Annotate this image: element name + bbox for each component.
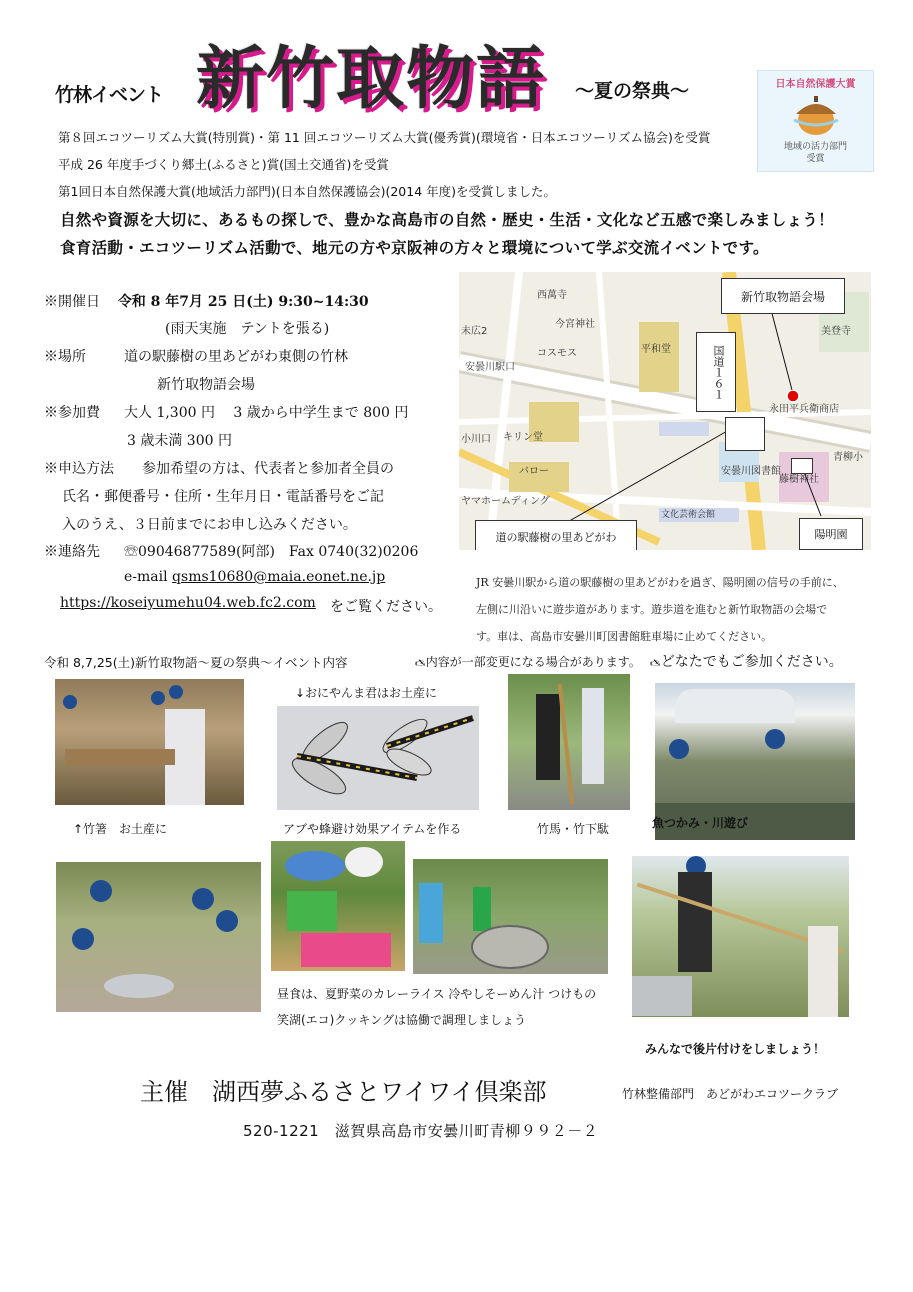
person (536, 694, 560, 780)
email-link[interactable]: qsms10680@maia.eonet.ne.jp (172, 569, 386, 585)
map-text: 永田平兵衛商店 (769, 404, 839, 415)
face-mask (151, 691, 165, 705)
child-shirt (287, 891, 337, 931)
apply-value: 参加希望の方は、代表者と参加者全員の (142, 461, 394, 477)
station-marker-box (725, 417, 765, 451)
date-note: (雨天実施 テントを張る) (165, 321, 330, 337)
lead-line: 食育活動・エコツーリズム活動で、地元の方や京阪神の方々と環境について学ぶ交流イベントです。 (60, 239, 769, 257)
photo-bamboo-stilts (508, 674, 630, 810)
program-welcome-text: どなたでもご参加ください。 (660, 654, 843, 670)
caption-insect-repellent: アブや蜂避け効果アイテムを作る (283, 822, 462, 836)
face-mask (63, 695, 77, 709)
caption-stilts: 竹馬・竹下駄 (537, 822, 610, 836)
award-badge (757, 70, 874, 172)
photo-vegetables (271, 841, 405, 971)
date-label: ※開催日 (44, 294, 100, 310)
contact-label: ※連絡先 (44, 544, 100, 560)
date-value: 令和 8 年7月 25 日(土) 9:30~14:30 (117, 294, 369, 310)
photo-bamboo-chopsticks (55, 679, 244, 805)
program-note-text: 内容が一部変更になる場合があります。 (425, 655, 641, 669)
program-note (415, 653, 641, 672)
dragonfly-icon (277, 706, 479, 810)
place-value: 道の駅藤樹の里あどがわ東側の竹林 (124, 349, 348, 365)
map-text: 未広2 (461, 326, 488, 337)
map-text: 美登寺 (821, 326, 851, 337)
caption-eco-cooking: 笑湖(エコ)クッキングは協働で調理しましょう (277, 1013, 527, 1027)
map-caption-line: JR 安曇川駅から道の駅藤樹の里あどがわを過ぎ、陽明園の信号の手前に、 (476, 576, 844, 589)
fee-label: ※参加費 (44, 405, 100, 421)
cutting-board (301, 933, 391, 967)
organizer-name: 主催 湖西夢ふるさとワイワイ倶楽部 (140, 1078, 547, 1106)
cooking-pot (471, 925, 549, 969)
organizer-address: 520-1221 滋賀県高島市安曇川町青柳９９２－２ (243, 1122, 599, 1140)
face-mask (72, 928, 94, 950)
person (582, 688, 604, 784)
award-line: 平成 26 年度手づくり郷土(ふるさと)賞(国土交通省)を受賞 (58, 157, 389, 172)
access-map (459, 272, 871, 550)
face-mask (90, 880, 112, 902)
note-mark-icon: 🖎 (415, 659, 426, 669)
equipment (632, 976, 692, 1016)
place-label: ※場所 (44, 349, 86, 365)
map-text: 西萬寺 (537, 290, 567, 301)
map-text: 小川口 (461, 434, 491, 445)
contact-value: ☏09046877589(阿部) Fax 0740(32)0206 (124, 544, 419, 560)
acorn-icon (786, 90, 846, 138)
map-text: 青柳小 (833, 452, 863, 463)
note-mark-icon: 🖎 (650, 659, 661, 669)
email-row (124, 569, 385, 585)
map-text: ヤマホームディング (461, 496, 550, 507)
face-mask (216, 910, 238, 932)
photo-curry-pot (413, 859, 608, 974)
place-value-2: 新竹取物語会場 (157, 377, 255, 393)
photo-cooking (56, 862, 261, 1012)
lead-line: 自然や資源を大切に、あるもの探しで、豊かな高島市の自然・歴史・生活・文化など五感で楽しみましょう！ (60, 211, 834, 229)
caption-fishing: 魚つかみ・川遊び (652, 816, 749, 830)
child (473, 887, 491, 931)
greenhouse (675, 689, 795, 723)
face-mask (765, 729, 785, 749)
email-prefix: e-mail (124, 569, 168, 585)
caption-onyanma: ↓おにやんま君はお土産に (295, 686, 438, 700)
map-text: 安曇川駅口 (465, 362, 515, 373)
map-text: 藤樹神社 (779, 474, 819, 485)
map-text: キリン堂 (503, 432, 543, 443)
child (419, 883, 443, 943)
bamboo-stilt (558, 684, 575, 804)
apply-label: ※申込方法 (44, 461, 114, 477)
award-badge-line1: 地域の活力部門 (783, 142, 847, 152)
photo-cleanup (632, 856, 849, 1017)
face-mask (169, 685, 183, 699)
hat (285, 851, 345, 881)
venue-label-box: 新竹取物語会場 (721, 278, 845, 314)
map-text: バロー (519, 466, 549, 477)
fee-value-2: 3 歳未満 300 円 (127, 433, 232, 449)
award-line: 第1回日本自然保護大賞(地域活力部門)(日本自然保護協会)(2014 年度)を受賞しました。 (58, 184, 556, 199)
park-label-box: 陽明園 (799, 518, 863, 550)
page-subtitle: ～夏の祭典～ (575, 80, 690, 102)
photo-dragonfly-craft (277, 706, 479, 810)
map-text: 文化芸術会館 (661, 510, 716, 520)
program-heading: 令和 8,7,25(土)新竹取物語～夏の祭典～イベント内容 (44, 655, 348, 670)
hat (345, 847, 383, 877)
award-line: 第８回エコツーリズム大賞(特別賞)・第 11 回エコツーリズム大賞(優秀賞)(環境省・日本エコツーリズム協会)を受賞 (58, 130, 711, 145)
face-mask (669, 739, 689, 759)
caption-chopsticks: ↑竹箸 お土産に (73, 822, 168, 836)
map-caption (476, 569, 876, 650)
map-text: 今宮神社 (555, 319, 595, 330)
park-marker-box (791, 458, 813, 474)
date-row (44, 291, 369, 311)
caption-cleanup: みんなで後片付けをしましょう！ (645, 1042, 826, 1056)
station-label-box: 道の駅藤樹の里あどがわ (475, 520, 637, 550)
apply-value-3: 入のうえ、３日前までにお申し込みください。 (62, 517, 357, 533)
award-badge-line2: 受賞 (806, 154, 825, 164)
route-label-box: 国道１６１ (696, 332, 736, 412)
program-welcome (650, 651, 843, 672)
event-kind-label: 竹林イベント (55, 84, 164, 106)
fee-value: 大人 1,300 円 3 歳から中学生まで 800 円 (124, 405, 409, 421)
award-badge-title: 日本自然保護大賞 (775, 79, 856, 90)
face-mask (192, 888, 214, 910)
caption-lunch: 昼食は、夏野菜のカレーライス 冷やしそーめん汁 つけもの (277, 987, 597, 1001)
map-caption-line: 左側に川沿いに遊歩道があります。遊歩道を進むと新竹取物語の会場で (476, 603, 828, 616)
table (65, 749, 175, 765)
person (678, 872, 712, 972)
map-caption-line: す。車は、高島市安曇川町図書館駐車場に止めてください。 (476, 630, 773, 643)
website-link[interactable]: https://koseiyumehu04.web.fc2.com (60, 595, 316, 611)
map-text: 平和堂 (641, 344, 671, 355)
page-title: 新竹取物語 (196, 40, 547, 119)
bowl (104, 974, 174, 998)
person (808, 926, 838, 1017)
map-text: コスモス (537, 348, 577, 359)
organizer-sub: 竹林整備部門 あどがわエコツークラブ (622, 1087, 839, 1101)
website-suffix: をご覧ください。 (330, 599, 442, 615)
apply-value-2: 氏名・郵便番号・住所・生年月日・電話番号をご記 (62, 489, 384, 505)
map-text: 安曇川図書館 (721, 466, 781, 477)
